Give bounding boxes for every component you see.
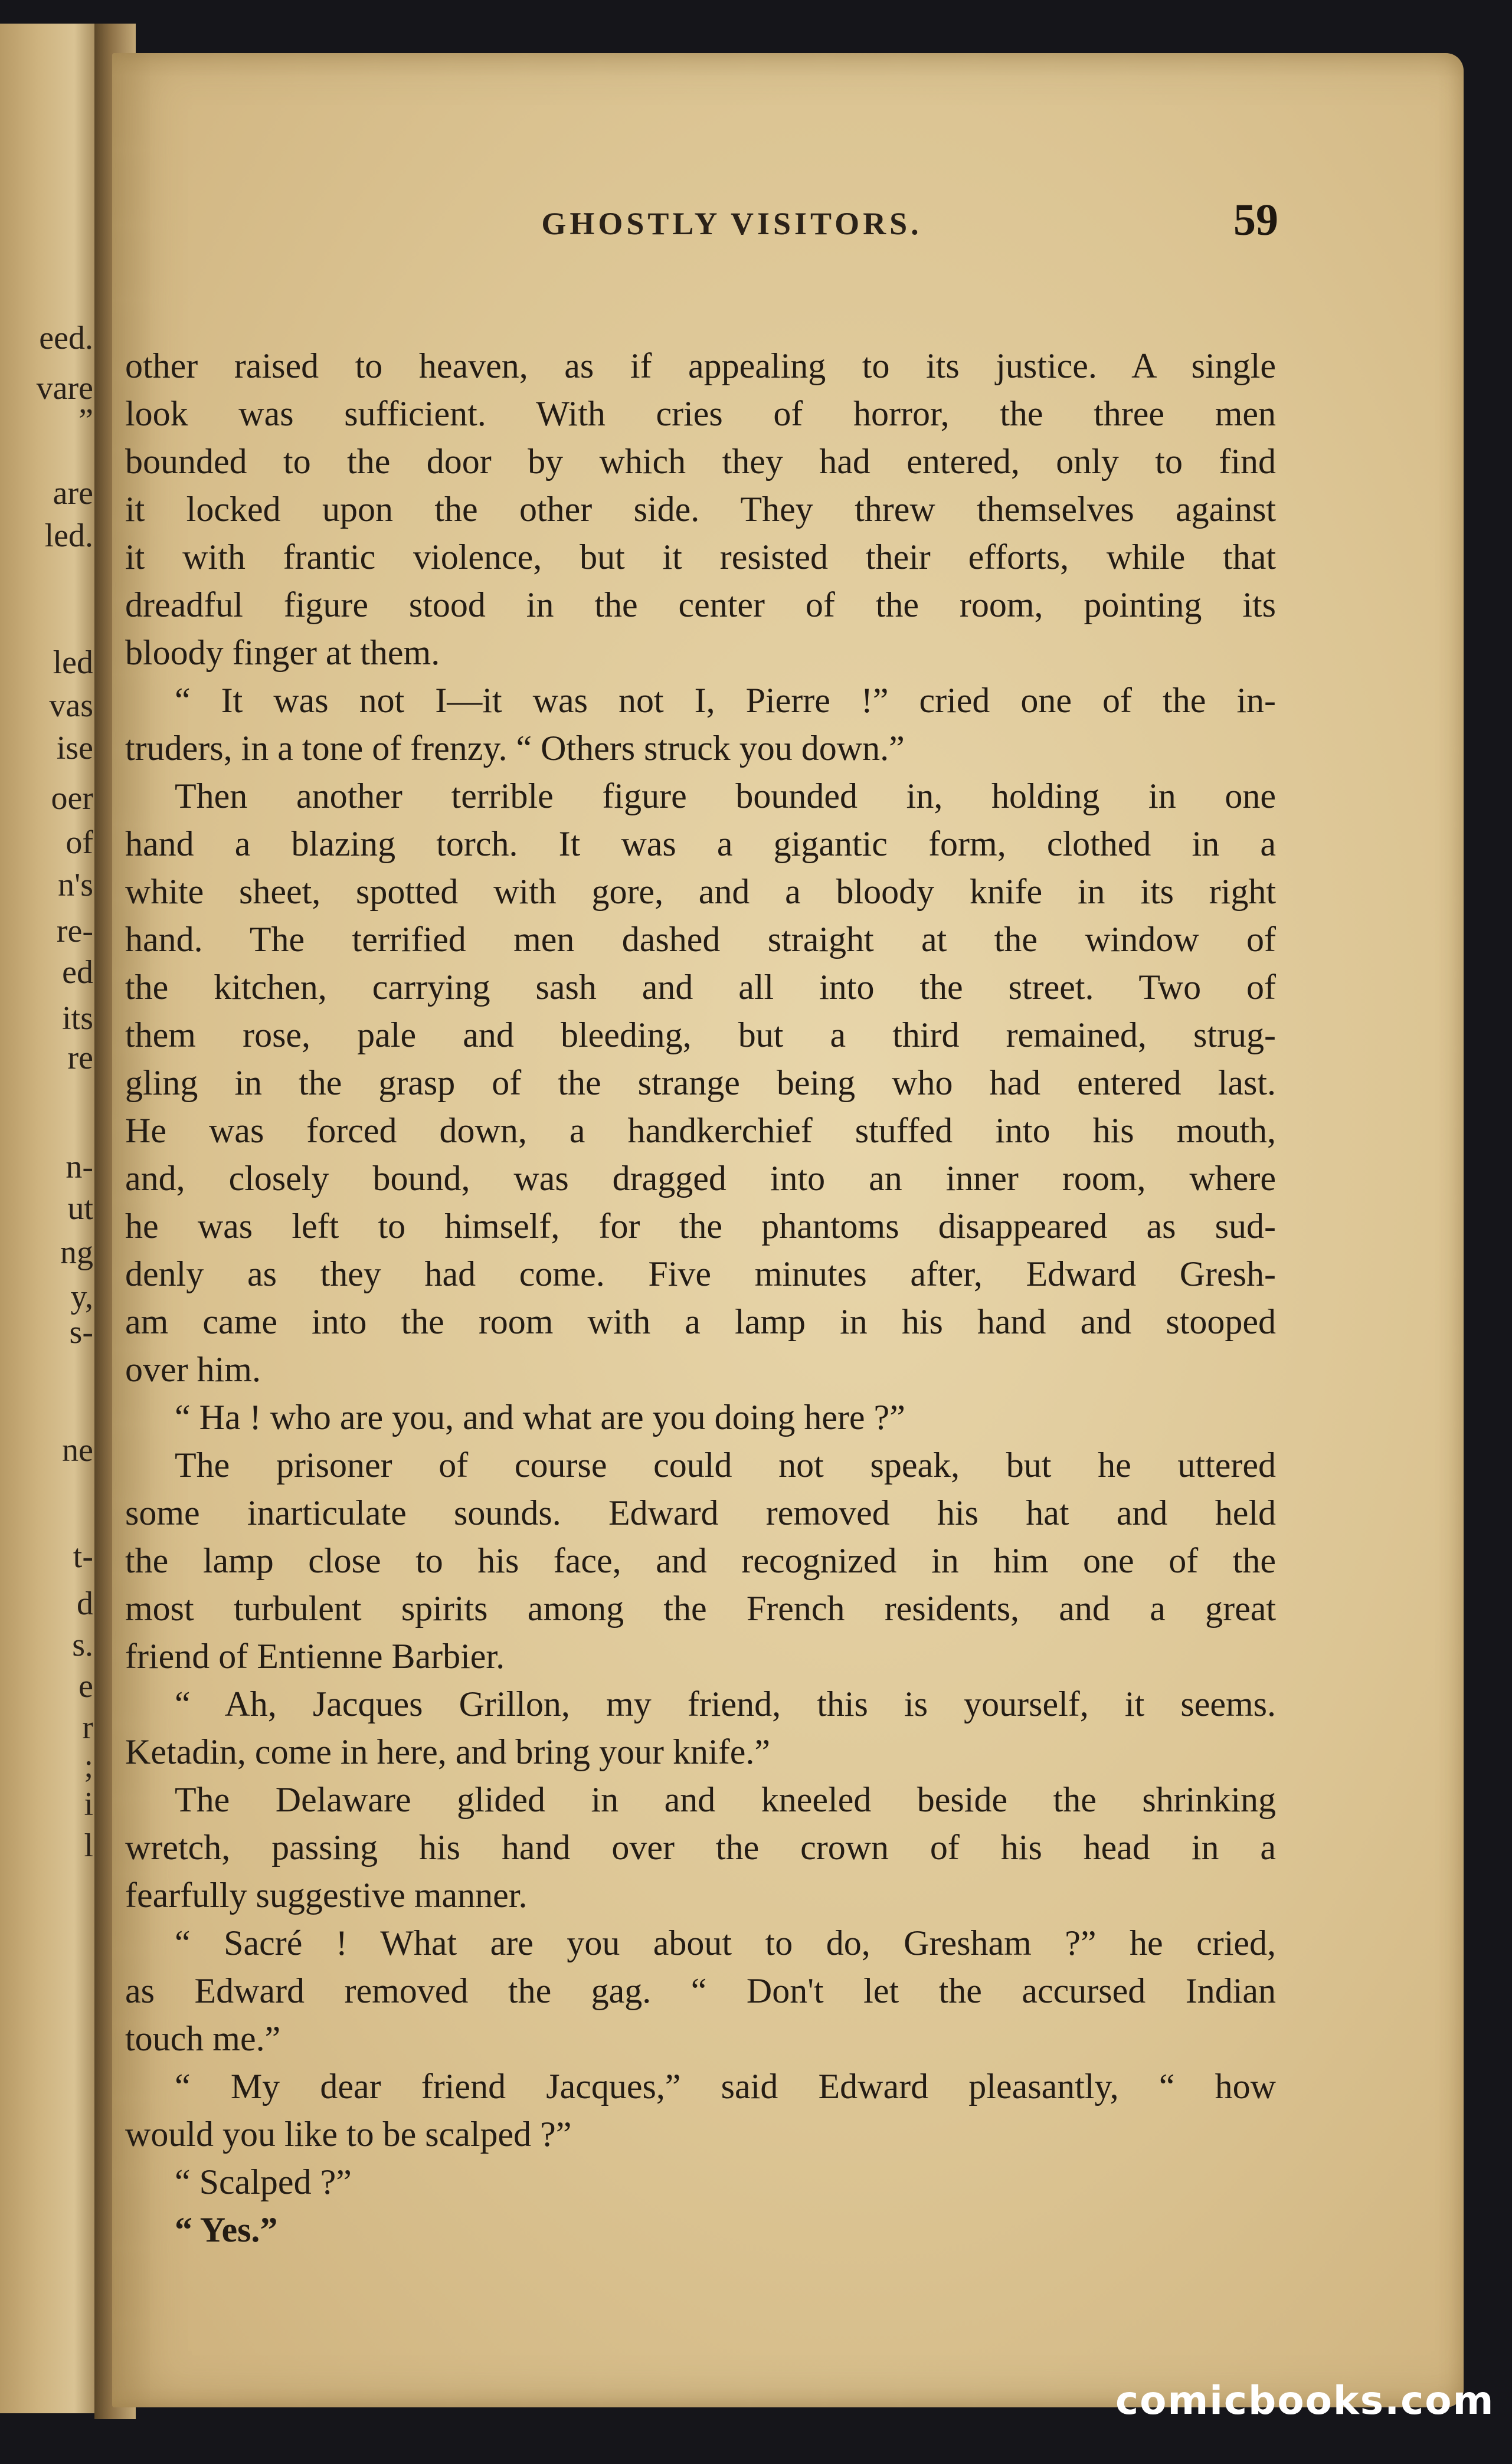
facing-page-fragment: ; [84,1748,93,1784]
facing-page-fragment: e [78,1668,93,1705]
text-line: and, closely bound, was dragged into an inner room, where [125,1159,1276,1198]
text-line: the lamp close to his face, and recognized in him one of the [125,1541,1276,1580]
text-line: them rose, pale and bleeding, but a third remained, strug- [125,1015,1276,1054]
text-line: “ It was not I—it was not I, Pierre !” cried one of the in- [175,681,1276,720]
text-line: friend of Entienne Barbier. [125,1637,505,1676]
facing-page-fragment: of [66,824,93,861]
facing-page-fragment: t- [73,1538,93,1575]
text-line: “ Ha ! who are you, and what are you doing here ?” [175,1398,905,1437]
facing-page-fragment: n- [66,1149,93,1185]
text-line: hand a blazing torch. It was a gigantic form, clothed in a [125,824,1276,863]
facing-page-fragment: s- [69,1314,93,1351]
running-head: GHOSTLY VISITORS. [541,206,922,241]
text-line: look was sufficient. With cries of horror, the three men [125,394,1276,433]
text-line: hand. The terrified men dashed straight at the window of [125,920,1276,959]
facing-page-fragment: d [77,1585,93,1622]
text-line: Ketadin, come in here, and bring your knife.” [125,1732,770,1771]
page-number: 59 [1233,195,1278,245]
facing-page-fragment: led [53,644,93,681]
text-line: The prisoner of course could not speak, but he uttered [175,1446,1276,1485]
text-line: The Delaware glided in and kneeled beside the shrinking [175,1780,1276,1819]
facing-page-fragment: y, [70,1279,93,1315]
text-line: “ Ah, Jacques Grillon, my friend, this is yourself, it seems. [175,1685,1276,1724]
text-line: white sheet, spotted with gore, and a bloody knife in its right [125,872,1276,911]
text-line: fearfully suggestive manner. [125,1876,528,1915]
facing-page-fragment: oer [51,780,93,817]
text-line: he was left to himself, for the phantoms disappeared as sud- [125,1207,1276,1246]
text-line: Then another terrible figure bounded in, holding in one [175,776,1276,815]
text-line: the kitchen, carrying sash and all into the street. Two of [125,968,1276,1007]
facing-page-fragment: ed [62,954,93,991]
facing-page [0,24,106,2413]
facing-page-fragment: vas [49,687,93,724]
text-line: would you like to be scalped ?” [125,2115,572,2154]
text-line: bounded to the door by which they had entered, only to find [125,442,1276,481]
facing-page-fragment: re- [56,913,93,949]
facing-page-fragment: led. [44,517,93,554]
facing-page-fragment: s. [72,1627,93,1663]
text-line: dreadful figure stood in the center of the room, pointing its [125,585,1276,624]
text-line: it with frantic violence, but it resisted their efforts, while that [125,538,1276,576]
text-line: “ Scalped ?” [175,2162,352,2201]
text-line: over him. [125,1350,261,1389]
text-line: other raised to heaven, as if appealing to its justice. A single [125,346,1276,385]
facing-page-fragment: ut [67,1190,93,1227]
facing-page-fragment: are [53,475,93,512]
text-line: He was forced down, a handkerchief stuffed into his mouth, [125,1111,1276,1150]
facing-page-fragment: r [82,1709,93,1746]
text-line: as Edward removed the gag. “ Don't let the accursed Indian [125,1971,1276,2010]
facing-page-fragment: ng [60,1234,93,1271]
text-line: denly as they had come. Five minutes after, Edward Gresh- [125,1254,1276,1293]
facing-page-fragment: eed. [39,320,93,356]
facing-page-fragment: i [84,1786,93,1823]
site-watermark: comicbooks.com [1115,2378,1495,2423]
facing-page-fragment: vare [36,370,93,407]
facing-page-fragment: l [84,1827,93,1864]
facing-page-fragment: n's [58,867,93,903]
facing-page-fragment: ” [78,402,93,439]
text-line: wretch, passing his hand over the crown of his head in a [125,1828,1276,1867]
text-line: most turbulent spirits among the French residents, and a great [125,1589,1276,1628]
text-line: some inarticulate sounds. Edward removed his hat and held [125,1493,1276,1532]
text-line: touch me.” [125,2019,281,2058]
text-line: gling in the grasp of the strange being who had entered last. [125,1063,1276,1102]
page-body [125,342,1276,2254]
facing-page-fragment: re [67,1040,93,1076]
book-page [112,53,1464,2407]
text-line: bloody finger at them. [125,633,440,672]
text-line: it locked upon the other side. They threw themselves against [125,490,1276,529]
text-line: am came into the room with a lamp in his hand and stooped [125,1302,1276,1341]
facing-page-fragment: ne [62,1432,93,1469]
text-line: truders, in a tone of frenzy. “ Others struck you down.” [125,729,905,768]
text-line: “ Sacré ! What are you about to do, Gresham ?” he cried, [175,1924,1276,1962]
facing-page-fragment: ise [56,730,93,766]
facing-page-fragment: its [62,1000,93,1037]
text-line: “ My dear friend Jacques,” said Edward pleasantly, “ how [175,2067,1276,2106]
text-line: “ Yes.” [175,2210,278,2249]
